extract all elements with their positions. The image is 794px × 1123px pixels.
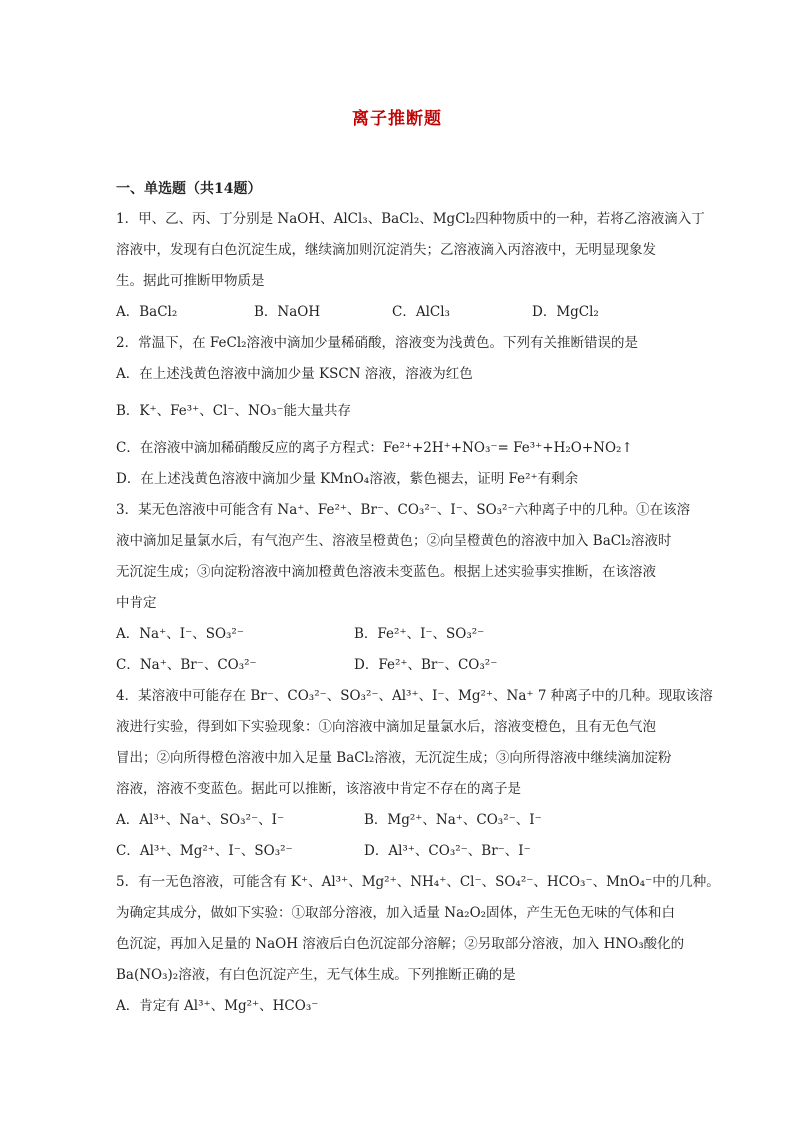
question-3-line-2: 液中滴加足量氯水后，有气泡产生、溶液呈橙黄色；②向呈橙黄色的溶液中加入 BaCl₂溶液时 — [116, 533, 672, 549]
option-c: C．Al³⁺、Mg²⁺、I⁻、SO₃²⁻ — [116, 843, 293, 859]
option-d: D．MgCl₂ — [532, 304, 599, 320]
question-4-line-4: 溶液，溶液不变蓝色。据此可以推断，该溶液中肯定不存在的离子是 — [116, 781, 521, 797]
question-4-line-3: 冒出；②向所得橙色溶液中加入足量 BaCl₂溶液，无沉淀生成；③向所得溶液中继续滴加淀粉 — [116, 750, 672, 766]
question-1 — [116, 204, 705, 328]
question-3-options-row-1 — [116, 619, 682, 650]
option-d: D．在上述浅黄色溶液中滴加少量 KMnO₄溶液，紫色褪去，证明 Fe²⁺有剩余 — [116, 471, 579, 487]
question-2-line-1: 2．常温下，在 FeCl₂溶液中滴加少量稀硝酸，溶液变为浅黄色。下列有关推断错误的是 — [116, 335, 639, 351]
question-5-line-3: 色沉淀，再加入足量的 NaOH 溶液后白色沉淀部分溶解；②另取部分溶液，加入 HNO₃酸化的 — [116, 936, 685, 952]
option-b: B．K⁺、Fe³⁺、Cl⁻、NO₃⁻能大量共存 — [116, 403, 351, 419]
question-1-line-2: 溶液中，发现有白色沉淀生成，继续滴加则沉淀消失；乙溶液滴入丙溶液中，无明显现象发 — [116, 242, 656, 258]
question-1-line-3: 生。据此可推断甲物质是 — [116, 273, 265, 289]
option-a: A．Na⁺、I⁻、SO₃²⁻ — [116, 626, 244, 642]
question-4 — [116, 681, 713, 867]
page-title: 离子推断题 — [352, 109, 442, 129]
section-heading: 一、单选题（共14题） — [116, 181, 262, 197]
question-3-line-3: 无沉淀生成；③向淀粉溶液中滴加橙黄色溶液未变蓝色。根据上述实验事实推断，在该溶液 — [116, 564, 656, 580]
option-c: C．Na⁺、Br⁻、CO₃²⁻ — [116, 657, 257, 673]
option-a: A．BaCl₂ — [116, 304, 178, 320]
question-4-line-2: 液进行实验，得到如下实验现象：①向溶液中滴加足量氯水后，溶液变橙色，且有无色气泡 — [116, 719, 656, 735]
option-b: B．NaOH — [254, 304, 321, 320]
question-4-options-row-1 — [116, 805, 682, 836]
question-1-line-1: 1．甲、乙、丙、丁分别是 NaOH、AlCl₃、BaCl₂、MgCl₂四种物质中的一种，若将乙溶液滴入丁 — [116, 211, 705, 227]
question-5-line-1: 5．有一无色溶液，可能含有 K⁺、Al³⁺、Mg²⁺、NH₄⁺、Cl⁻、SO₄²⁻、HCO₃⁻、MnO₄⁻中的几种。 — [116, 874, 720, 890]
question-1-options — [116, 297, 682, 328]
question-4-line-1: 4．某溶液中可能存在 Br⁻、CO₃²⁻、SO₃²⁻、Al³⁺、I⁻、Mg²⁺、Na⁺ 7 种离子中的几种。现取该溶 — [116, 688, 713, 704]
question-3 — [116, 495, 691, 681]
question-3-line-4: 中肯定 — [116, 595, 157, 611]
question-2 — [116, 328, 682, 495]
question-5-line-4: Ba(NO₃)₂溶液，有白色沉淀产生，无气体生成。下列推断正确的是 — [116, 967, 516, 983]
option-c: C．在溶液中滴加稀硝酸反应的离子方程式：Fe²⁺+2H⁺+NO₃⁻= Fe³⁺+H₂O+NO₂↑ — [116, 440, 633, 456]
option-a: A．肯定有 Al³⁺、Mg²⁺、HCO₃⁻ — [116, 998, 319, 1014]
option-a: A．在上述浅黄色溶液中滴加少量 KSCN 溶液，溶液为红色 — [116, 366, 473, 382]
option-c: C．AlCl₃ — [392, 304, 450, 320]
option-d: D．Fe²⁺、Br⁻、CO₃²⁻ — [354, 657, 498, 673]
question-5-line-2: 为确定其成分，做如下实验：①取部分溶液，加入适量 Na₂O₂固体，产生无色无味的气体和白 — [116, 905, 676, 921]
question-list — [116, 204, 720, 1022]
option-d: D．Al³⁺、CO₃²⁻、Br⁻、I⁻ — [364, 843, 531, 859]
question-4-options-row-2 — [116, 836, 682, 867]
option-b: B．Fe²⁺、I⁻、SO₃²⁻ — [354, 626, 485, 642]
question-3-options-row-2 — [116, 650, 682, 681]
question-3-line-1: 3．某无色溶液中可能含有 Na⁺、Fe²⁺、Br⁻、CO₃²⁻、I⁻、SO₃²⁻六种离子中的几种。①在该溶 — [116, 502, 691, 518]
option-a: A．Al³⁺、Na⁺、SO₃²⁻、I⁻ — [116, 812, 285, 828]
question-5 — [116, 867, 720, 1022]
option-b: B．Mg²⁺、Na⁺、CO₃²⁻、I⁻ — [364, 812, 542, 828]
